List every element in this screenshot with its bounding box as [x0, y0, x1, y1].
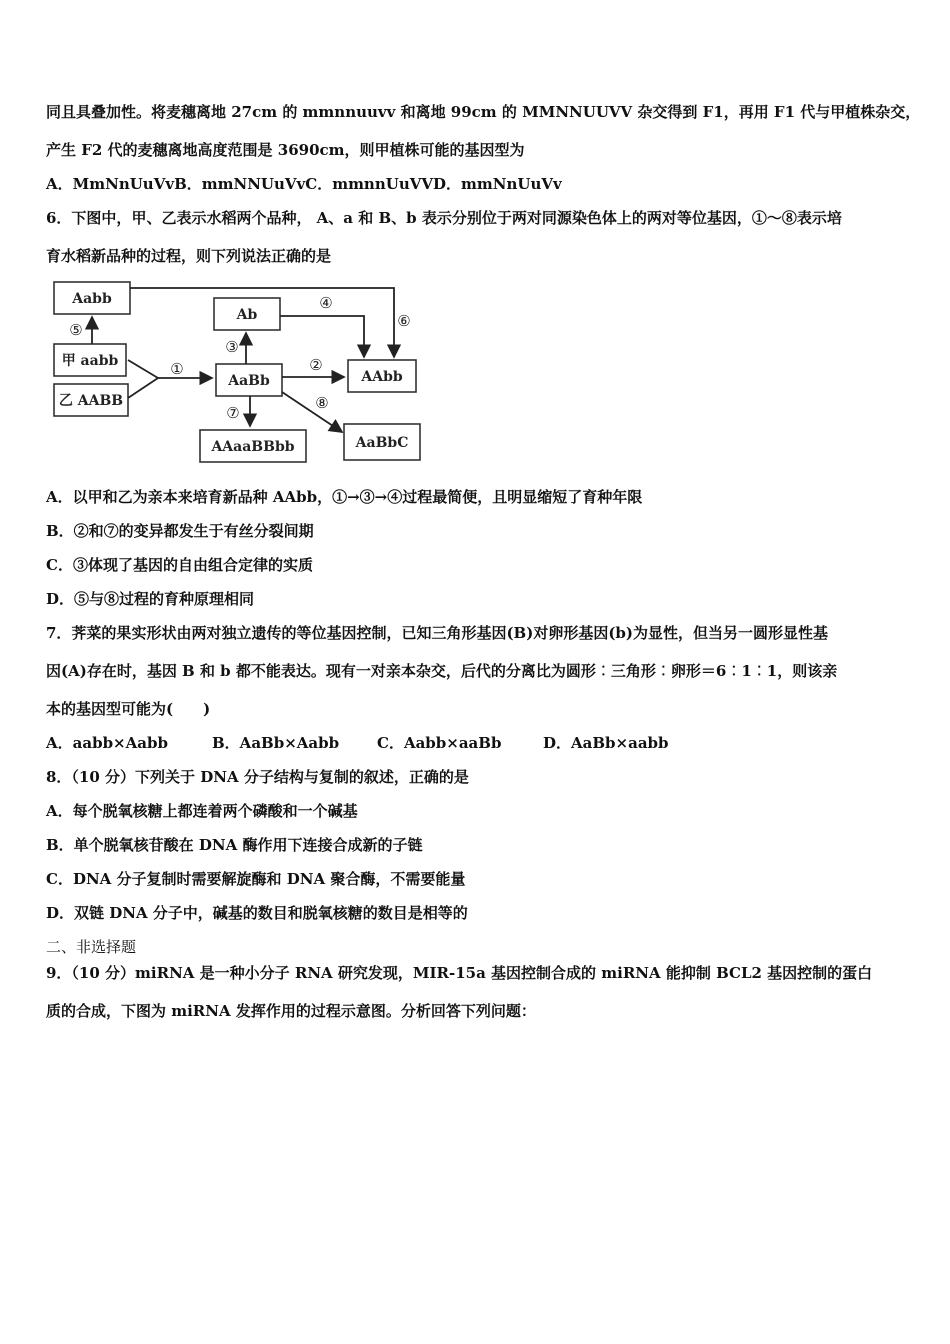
q8-option-b: B．单个脱氧核苷酸在 DNA 酶作用下连接合成新的子链: [46, 836, 423, 854]
arrow-step8: [282, 392, 342, 432]
step-label-2: ②: [309, 356, 323, 374]
q6-option-c: C．③体现了基因的自由组合定律的实质: [46, 556, 313, 574]
label-aabbc: AaBbC: [355, 435, 409, 451]
step-label-5: ⑤: [69, 321, 83, 339]
q7-stem-line1: 7．荠菜的果实形状由两对独立遗传的等位基因控制，已知三角形基因(B)对卵形基因(b)为显性，但当另一圆形显性基: [46, 624, 828, 642]
label-jia: 甲 aabb: [61, 353, 119, 369]
label-aabb-center: AaBb: [228, 373, 270, 389]
section-heading: 二、非选择题: [46, 938, 137, 956]
breeding-process-diagram: [46, 272, 426, 464]
q7-option-a: A．aabb×Aabb: [46, 734, 168, 752]
step-label-1: ①: [170, 360, 184, 378]
step-label-4: ④: [319, 294, 333, 312]
q6-option-a: A．以甲和乙为亲本来培育新品种 AAbb，①→③→④过程最简便，且明显缩短了育种年限: [46, 488, 643, 506]
label-aabb-right: AAbb: [361, 369, 403, 385]
q7-option-c: C．Aabb×aaBb: [377, 734, 502, 752]
q7-option-d: D．AaBb×aabb: [543, 734, 669, 752]
label-aabb-top: Aabb: [72, 291, 112, 307]
q6-stem-line2: 育水稻新品种的过程，则下列说法正确的是: [46, 247, 332, 265]
q6-option-d: D．⑤与⑧过程的育种原理相同: [46, 590, 255, 608]
q5-stem-line1: 同且具叠加性。将麦穗离地 27cm 的 mmnnuuvv 和离地 99cm 的 MMNNUUVV 杂交得到 F1，再用 F1 代与甲植株杂交，: [46, 103, 921, 121]
q5-options: A．MmNnUuVvB．mmNNUuVvC．mmnnUuVVD．mmNnUuVv: [46, 175, 562, 193]
q9-stem-line1: 9．（10 分）miRNA 是一种小分子 RNA 研究发现，MIR-15a 基因控制合成的 miRNA 能抑制 BCL2 基因控制的蛋白: [46, 964, 873, 982]
q8-option-a: A．每个脱氧核糖上都连着两个磷酸和一个碱基: [46, 802, 358, 820]
step-label-8: ⑧: [315, 394, 329, 412]
step-label-3: ③: [225, 338, 239, 356]
converge-lines: [128, 360, 158, 398]
q8-option-d: D．双链 DNA 分子中，碱基的数目和脱氧核糖的数目是相等的: [46, 904, 468, 922]
q8-stem: 8．（10 分）下列关于 DNA 分子结构与复制的叙述，正确的是: [46, 768, 469, 786]
q7-stem-line2: 因(A)存在时，基因 B 和 b 都不能表达。现有一对亲本杂交，后代的分离比为圆形︰三角形︰卵形＝6︰1︰1，则该亲: [46, 662, 838, 680]
arrow-step4: [280, 316, 364, 357]
label-ab: Ab: [236, 307, 258, 323]
q5-stem-line2: 产生 F2 代的麦穗离地高度范围是 3690cm，则甲植株可能的基因型为: [46, 141, 525, 159]
q6-option-b: B．②和⑦的变异都发生于有丝分裂间期: [46, 522, 314, 540]
q6-stem-line1: 6．下图中，甲、乙表示水稻两个品种， A、a 和 B、b 表示分别位于两对同源染色体上的两对等位基因，①～⑧表示培: [46, 209, 842, 227]
step-label-7: ⑦: [226, 404, 240, 422]
q7-stem-line3: 本的基因型可能为( ): [46, 700, 211, 718]
q8-option-c: C．DNA 分子复制时需要解旋酶和 DNA 聚合酶，不需要能量: [46, 870, 466, 888]
q7-option-b: B．AaBb×Aabb: [212, 734, 340, 752]
label-aaaabbbb: AAaaBBbb: [211, 439, 295, 455]
label-yi: 乙 AABB: [58, 393, 124, 409]
step-label-6: ⑥: [397, 312, 411, 330]
q9-stem-line2: 质的合成，下图为 miRNA 发挥作用的过程示意图。分析回答下列问题：: [46, 1002, 536, 1020]
